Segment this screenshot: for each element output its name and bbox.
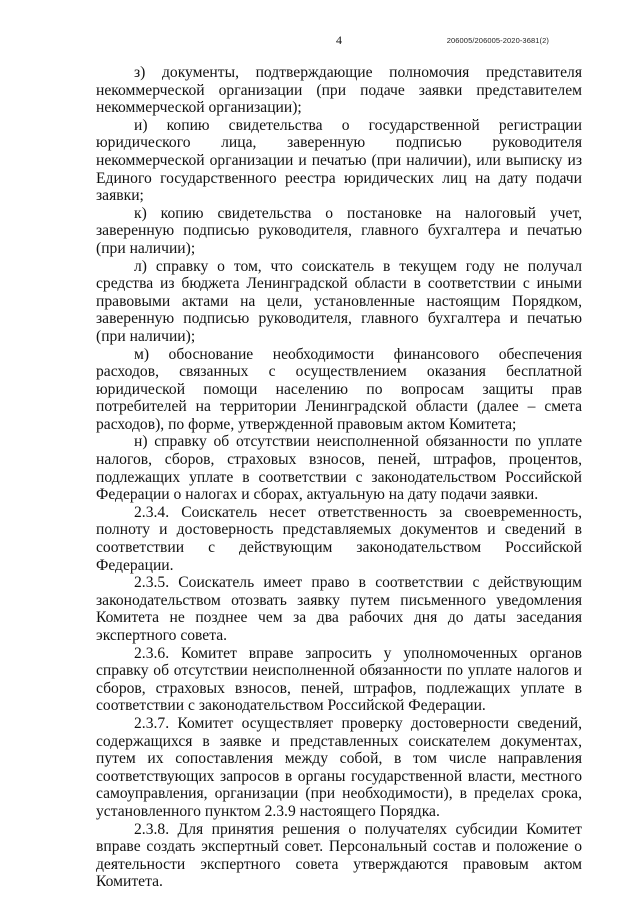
- page-number: 4: [336, 33, 342, 47]
- paragraph-item-k: к) копию свидетельства о постановке на налоговый учет, заверенную подписью руководителя, главного бухгалтера и печатью (при наличии);: [96, 204, 582, 257]
- paragraph-item-m: м) обоснование необходимости финансового обеспечения расходов, связанных с осуществлением оказания бесплатной юридической помощи населению по вопросам защиты прав потребителей на территории Ленинградской области (далее – смета расходов), по форме, утвержденной правовым актом Комитета;: [96, 345, 582, 433]
- paragraph-item-l: л) справку о том, что соискатель в текущем году не получал средства из бюджета Ленинградской области в соответствии с иными правовыми актами на цели, установленные настоящим Порядком, заверенную подписью руководителя, главного бухгалтера и печатью (при наличии);: [96, 257, 582, 345]
- paragraph-item-i: и) копию свидетельства о государственной регистрации юридического лица, заверенную подписью руководителя некоммерческой организации и печатью (при наличии), или выписку из Единого государственного реестра юридических лиц на дату подачи заявки;: [96, 116, 582, 205]
- paragraph-2-3-7: 2.3.7. Комитет осуществляет проверку достоверности сведений, содержащихся в заявке и представленных соискателем документах, путем их сопоставления между собой, в том числе направления соответствующих запросов в органы государственной власти, местного самоуправления, организации (при необходимости), в пределах срока, установленного пунктом 2.3.9 настоящего Порядка.: [96, 714, 582, 820]
- paragraph-2-3-6: 2.3.6. Комитет вправе запросить у уполномоченных органов справку об отсутствии неисполненной обязанности по уплате налогов и сборов, страховых взносов, пеней, штрафов, подлежащих уплате в соответствии с законодательством Российской Федерации.: [96, 644, 582, 715]
- document-id: 206005/206005-2020-3681(2): [446, 36, 549, 45]
- paragraph-2-3-4: 2.3.4. Соискатель несет ответственность за своевременность, полноту и достоверность представляемых документов и сведений в соответствии с действующим законодательством Российской Федерации.: [96, 503, 582, 574]
- paragraph-2-3-5: 2.3.5. Соискатель имеет право в соответствии с действующим законодательством отозвать заявку путем письменного уведомления Комитета не позднее чем за два рабочих дня до даты заседания экспертного совета.: [96, 574, 582, 644]
- paragraph-2-3-8: 2.3.8. Для принятия решения о получателях субсидии Комитет вправе создать экспертный совет. Персональный состав и положение о деятельности экспертного совета утверждаются правовым актом Комитета.: [96, 820, 582, 891]
- document-body: [96, 64, 582, 891]
- paragraph-item-n: н) справку об отсутствии неисполненной обязанности по уплате налогов, сборов, страховых взносов, пеней, штрафов, процентов, подлежащих уплате в соответствии с законодательством Российской Федерации о налогах и сборах, актуальную на дату подачи заявки.: [96, 433, 582, 504]
- paragraph-item-z: з) документы, подтверждающие полномочия представителя некоммерческой организации (при подаче заявки представителем некоммерческой организации);: [96, 64, 582, 117]
